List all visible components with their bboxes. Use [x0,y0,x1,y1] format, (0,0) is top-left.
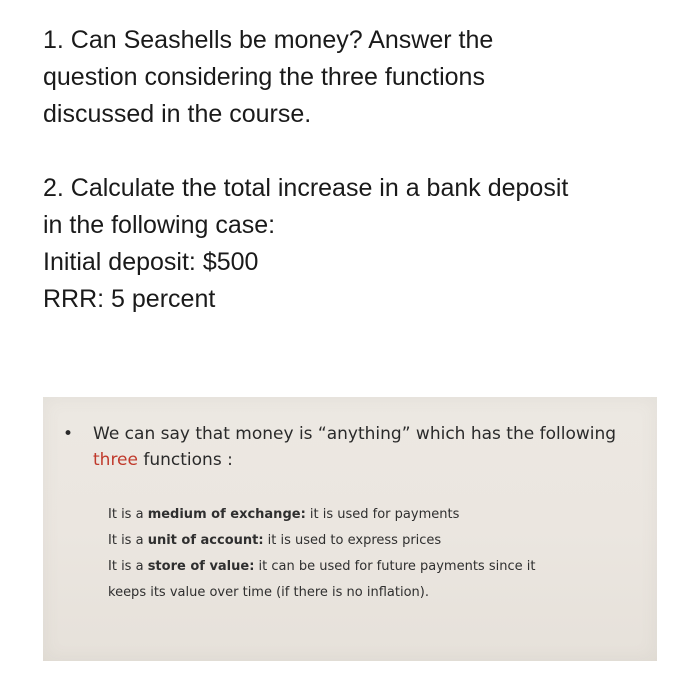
function-prefix: It is a [108,533,148,548]
slide-intro-after: functions : [137,450,233,470]
slide-intro-highlight: three [93,450,138,470]
function-continuation: keeps its value over time (if there is no inflation). [108,585,429,600]
functions-list [108,502,628,606]
function-medium-of-exchange [108,502,628,528]
question-1 [43,22,673,133]
question-1-line-3: discussed in the course. [43,100,312,128]
question-2-line-3: Initial deposit: $500 [43,248,259,276]
function-unit-of-account [108,528,628,554]
slide-photo [43,397,657,661]
question-2 [43,170,673,318]
function-description: it is used to express prices [263,533,442,548]
bullet-icon: • [63,424,74,444]
function-prefix: It is a [108,507,148,522]
function-term: unit of account: [147,533,264,548]
question-1-line-2: question considering the three functions [43,63,485,91]
slide-bullet-point [63,421,643,473]
question-2-line-1: 2. Calculate the total increase in a bank deposit [43,174,569,202]
function-prefix: It is a [108,559,148,574]
question-1-line-1: 1. Can Seashells be money? Answer the [43,26,494,54]
question-2-line-2: in the following case: [43,211,276,239]
function-term: store of value: [147,559,255,574]
function-description: it is used for payments [305,507,460,522]
question-2-line-4: RRR: 5 percent [43,285,216,313]
slide-intro-text [93,421,643,473]
function-term: medium of exchange: [147,507,306,522]
slide-intro-before: We can say that money is “anything” which has the following [93,424,617,444]
function-store-of-value [108,554,628,580]
questions-block [43,22,673,318]
function-description: it can be used for future payments since it [254,559,536,574]
